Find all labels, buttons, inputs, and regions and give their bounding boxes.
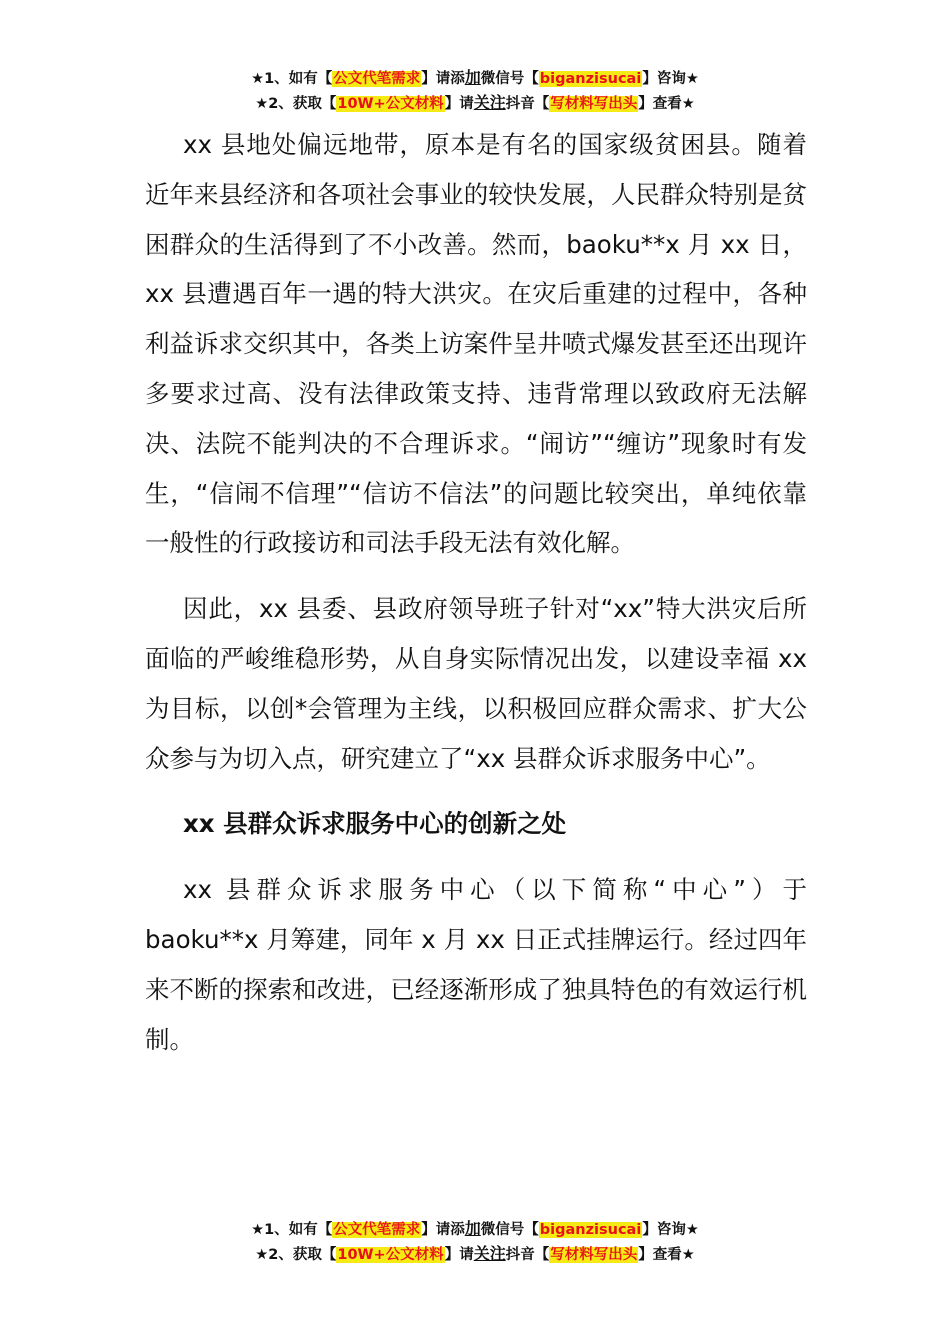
header-promo-banner — [0, 66, 950, 116]
promo-highlight-wechat-id: biganzisucai — [539, 71, 642, 87]
body-paragraph-1: xx 县地处偏远地带，原本是有名的国家级贫困县。随着近年来县经济和各项社会事业的较快发展，人民群众特别是贫困群众的生活得到了不小改善。然而，baoku**x 月 xx 日，xx 县遭遇百年一遇的特大洪灾。在灾后重建的过程中，各种利益诉求交织其中，各类上访案件呈井喷式爆发甚至还出现许多要求过高、没有法律政策支持、违背常理以致政府无法解决、法院不能判决的不合理诉求。“闹访”“缠访”现象时有发生，“信闹不信理”“信访不信法”的问题比较突出，单纯依靠一般性的行政接访和司法手段无法有效化解。 — [145, 130, 807, 558]
body-paragraph-3: xx 县群众诉求服务中心（以下简称“中心”）于 baoku**x 月筹建，同年 x 月 xx 日正式挂牌运行。经过四年来不断的探索和改进，已经逐渐形成了独具特色的有效运行机制。 — [145, 875, 807, 1054]
body-paragraph-2: 因此，xx 县委、县政府领导班子针对“xx”特大洪灾后所面临的严峻维稳形势，从自身实际情况出发，以建设幸福 xx 为目标，以创*会管理为主线，以积极回应群众需求、扩大公众参与为切入点，研究建立了“xx 县群众诉求服务中心”。 — [145, 594, 807, 773]
promo-highlight-douyin: 写材料写出头 — [550, 96, 638, 112]
promo-emphasis: 关注 — [473, 93, 506, 112]
promo-text: 】咨询★ — [642, 1222, 699, 1238]
section-heading: xx 县群众诉求服务中心的创新之处 — [183, 809, 567, 839]
document-body — [145, 120, 807, 1064]
promo-text: 微信号【 — [480, 1222, 539, 1238]
promo-line-2 — [0, 91, 950, 116]
promo-emphasis: 关注 — [473, 1244, 506, 1263]
footer-promo-banner — [0, 1217, 950, 1267]
promo-text: 】请 — [444, 96, 474, 112]
promo-highlight: 公文代笔需求 — [333, 1222, 421, 1238]
promo-highlight: 10W+公文材料 — [337, 96, 444, 112]
promo-emphasis: 加 — [464, 68, 481, 87]
promo-text: ★2、获取【 — [255, 1247, 337, 1263]
promo-highlight: 10W+公文材料 — [337, 1247, 444, 1263]
promo-text: 】请 — [444, 1247, 474, 1263]
promo-text: 】咨询★ — [642, 71, 699, 87]
promo-text: 抖音【 — [505, 1247, 550, 1263]
promo-line-1 — [0, 66, 950, 91]
promo-text: 微信号【 — [480, 71, 539, 87]
promo-highlight: 公文代笔需求 — [333, 71, 421, 87]
promo-text: 抖音【 — [505, 96, 550, 112]
promo-line-1 — [0, 1217, 950, 1242]
promo-highlight-douyin: 写材料写出头 — [550, 1247, 638, 1263]
promo-line-2 — [0, 1242, 950, 1267]
promo-highlight-wechat-id: biganzisucai — [539, 1222, 642, 1238]
promo-text: 】请添 — [421, 1222, 465, 1238]
promo-text: 】请添 — [421, 71, 465, 87]
promo-text: ★1、如有【 — [251, 1222, 333, 1238]
promo-text: 】查看★ — [638, 96, 695, 112]
promo-text: ★1、如有【 — [251, 71, 333, 87]
promo-emphasis: 加 — [464, 1219, 481, 1238]
promo-text: ★2、获取【 — [255, 96, 337, 112]
promo-text: 】查看★ — [638, 1247, 695, 1263]
